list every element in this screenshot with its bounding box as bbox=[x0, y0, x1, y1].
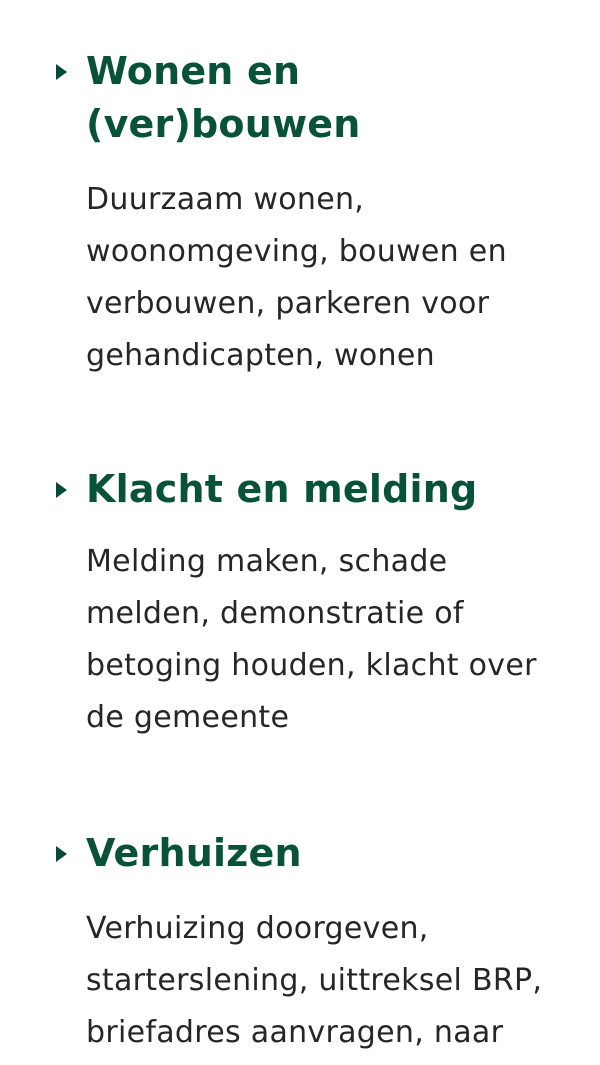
topic-wonen-en-verbouwen bbox=[0, 45, 600, 382]
topic-title: Wonen en (ver)bouwen bbox=[86, 49, 361, 146]
topic-link-verhuizen[interactable] bbox=[0, 827, 600, 880]
topic-link-wonen-en-verbouwen[interactable] bbox=[0, 45, 600, 151]
topic-title: Klacht en melding bbox=[86, 467, 478, 511]
topic-klacht-en-melding bbox=[0, 463, 600, 744]
topic-description: Duurzaam wonen, woonomgeving, bouwen en verbouwen, parkeren voor gehandicapten, wonen bbox=[86, 182, 507, 373]
topic-verhuizen bbox=[0, 827, 600, 1059]
topic-link-klacht-en-melding[interactable] bbox=[0, 463, 600, 516]
chevron-right-icon bbox=[56, 846, 67, 862]
chevron-right-icon bbox=[56, 482, 67, 498]
topic-description: Verhuizing doorgeven, starterslening, uittreksel BRP, briefadres aanvragen, naar bbox=[86, 911, 543, 1050]
topic-title: Verhuizen bbox=[86, 831, 302, 875]
topic-description: Melding maken, schade melden, demonstratie of betoging houden, klacht over de gemeente bbox=[86, 544, 537, 735]
chevron-right-icon bbox=[56, 64, 67, 80]
